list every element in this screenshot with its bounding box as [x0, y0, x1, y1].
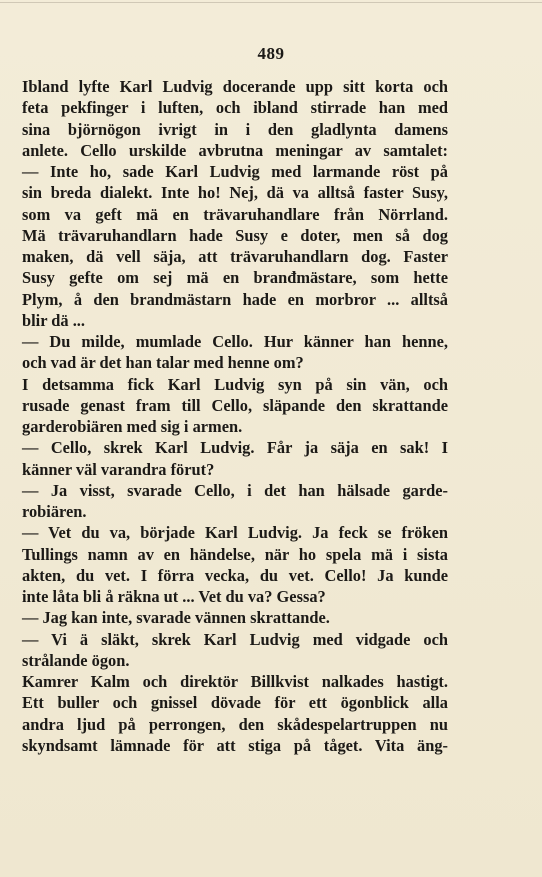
text-line: sina björnögon ivrigt in i den gladlynta damens [22, 119, 448, 139]
text-line: känner väl varandra förut? [22, 459, 215, 479]
text-line: skyndsamt lämnade för att stiga på tåget. Vita äng- [22, 735, 448, 755]
text-line: Kamrer Kalm och direktör Billkvist nalkades hastigt. [22, 672, 448, 691]
text-line: Susy gefte om sej mä en branđmästare, som hette [22, 268, 448, 288]
text-line: — Jag kan inte, svarade vännen skrattande. [22, 608, 330, 628]
text-line: strålande ögon. [22, 650, 130, 670]
text-line: Ibland lyfte Karl Ludvig docerande upp sitt korta och [22, 77, 448, 96]
text-line: andra ljud på perrongen, den skådespelartruppen nu [22, 714, 448, 734]
text-line: Tullings namn av en händelse, när ho spela mä i sista [22, 544, 448, 564]
top-edge-line [0, 2, 542, 3]
text-line: sin breda dialekt. Inte ho! Nej, dä va alltså faster Susy, [22, 183, 448, 203]
text-line: feta pekfinger i luften, och ibland stirrade han med [22, 98, 448, 118]
text-line: inte låta bli å räkna ut ... Vet du va? Gessa? [22, 587, 326, 606]
text-line: — Vet du va, började Karl Ludvig. Ja feck se fröken [22, 523, 448, 543]
text-line: Mä trävaruhandlarn hade Susy e doter, men så dog [22, 225, 448, 245]
text-line: Ett buller och gnissel dövade för ett ögonblick alla [22, 693, 448, 713]
text-line: — Vi ä släkt, skrek Karl Ludvig med vidgade och [22, 629, 448, 649]
text-line: och vad är det han talar med henne om? [22, 353, 304, 373]
text-line: som va geft mä en trävaruhandlare från Nörrland. [22, 204, 448, 224]
body-text [22, 76, 448, 756]
text-line: robiären. [22, 502, 87, 521]
page-number: 489 [257, 44, 285, 63]
text-line: Plym, å den brandmästarn hade en morbror ... alltså [22, 289, 448, 309]
text-line: anlete. Cello urskilde avbrutna meningar av samtalet: [22, 140, 448, 160]
text-line: — Ja visst, svarade Cello, i det han hälsade garde- [22, 480, 448, 500]
text-line: blir dä ... [22, 310, 86, 330]
text-line: rusade genast fram till Cello, släpande den skrattande [22, 395, 448, 415]
text-line: maken, dä vell säja, att trävaruhandlarn dog. Faster [22, 247, 448, 266]
text-line: — Inte ho, sade Karl Ludvig med larmande röst på [22, 162, 448, 181]
text-line: I detsamma fick Karl Ludvig syn på sin vän, och [22, 374, 448, 394]
text-line: — Cello, skrek Karl Ludvig. Får ja säja en sak! I [22, 438, 448, 458]
text-line: — Du milde, mumlade Cello. Hur känner han henne, [22, 332, 448, 351]
text-line: akten, du vet. I förra vecka, du vet. Cello! Ja kunde [22, 565, 448, 585]
text-line: garderobiären med sig i armen. [22, 417, 243, 436]
